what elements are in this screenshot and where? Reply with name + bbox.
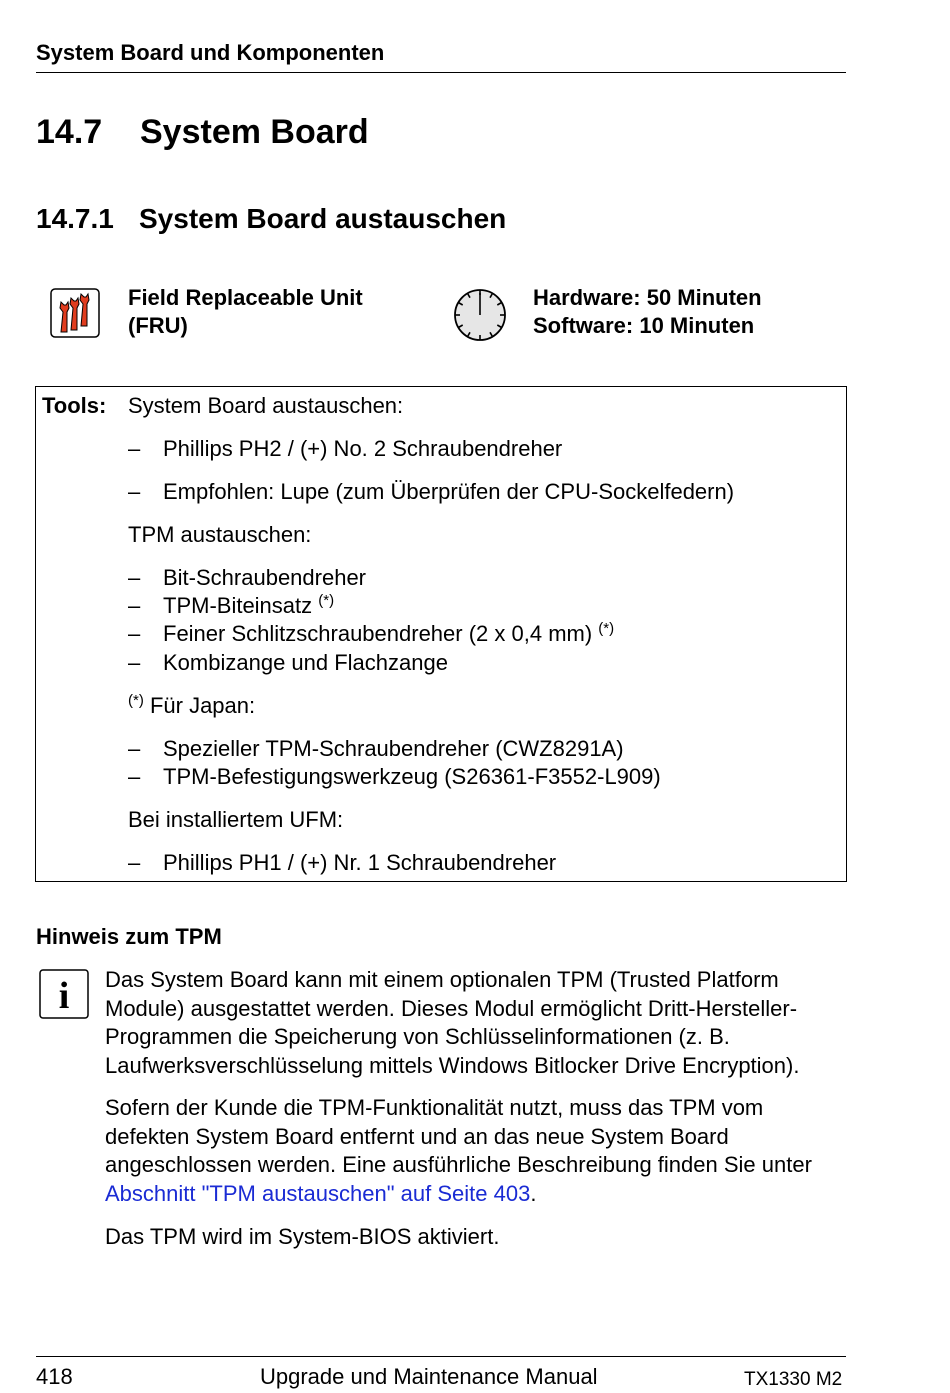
japan-label: Für Japan: — [149, 693, 256, 718]
section-heading — [36, 110, 369, 154]
tool-item: Bit-Schraubendreher — [163, 565, 367, 590]
list-dash: – — [128, 736, 141, 761]
note-paragraph-1: Das System Board kann mit einem optionalen TPM (Trusted Platform Module) ausgestattet werden. Dieses Modul ermöglicht Dritt-Hersteller-Programmen die Speicherung von Schlüsselinformationen (z. B. Laufwerksverschlüsselung mittels Windows Bitlocker Drive Encryption). — [105, 967, 800, 1078]
footnote-marker: (*) — [128, 692, 144, 709]
unit-type-text — [128, 284, 363, 340]
section-number: 14.7 — [36, 113, 103, 151]
tool-item — [163, 592, 334, 620]
manual-title: Upgrade und Maintenance Manual — [260, 1364, 598, 1389]
japan-footnote — [128, 692, 255, 720]
list-dash: – — [128, 650, 141, 675]
note-paragraph-2-text: Sofern der Kunde die TPM-Funktionalität nutzt, muss das TPM vom defekten System Board entfernt und an das neue System Board angeschlossen werden. Eine ausführliche Beschreibung finden Sie unter — [105, 1095, 812, 1177]
subsection-heading — [36, 200, 506, 238]
list-dash: – — [128, 565, 141, 590]
tools-label: Tools: — [42, 393, 107, 418]
list-dash: – — [128, 850, 141, 875]
tpm-section-link[interactable]: Abschnitt "TPM austauschen" auf Seite 403 — [105, 1180, 531, 1206]
page-number: 418 — [36, 1364, 73, 1389]
list-dash: – — [128, 436, 141, 461]
tool-item: Phillips PH2 / (+) No. 2 Schraubendreher — [163, 436, 563, 461]
duration-text — [533, 284, 762, 340]
subsection-title: System Board austauschen — [139, 203, 507, 234]
note-paragraph-2 — [105, 1094, 850, 1208]
header-rule — [36, 72, 846, 73]
tool-item: Spezieller TPM-Schraubendreher (CWZ8291A) — [163, 736, 624, 761]
footer-rule — [36, 1356, 846, 1357]
tools-intro-ufm: Bei installiertem UFM: — [128, 807, 344, 832]
product-model: TX1330 M2 — [744, 1369, 843, 1390]
note-paragraph-2-end: . — [530, 1180, 537, 1206]
unit-line-1: Field Replaceable Unit — [128, 285, 363, 310]
info-icon-letter: i — [58, 975, 70, 1017]
section-title: System Board — [140, 113, 369, 151]
note-paragraph-3: Das TPM wird im System-BIOS aktiviert. — [105, 1224, 500, 1249]
info-icon — [39, 969, 89, 1019]
tool-item: TPM-Befestigungswerkzeug (S26361-F3552-L909) — [163, 764, 661, 789]
tools-intro-tpm: TPM austauschen: — [128, 522, 312, 547]
software-duration: Software: 10 Minuten — [533, 313, 755, 338]
list-dash: – — [128, 593, 141, 618]
tool-item — [163, 620, 614, 648]
list-dash: – — [128, 764, 141, 789]
tools-intro-system-board: System Board austauschen: — [128, 393, 404, 418]
hardware-duration: Hardware: 50 Minuten — [533, 285, 762, 310]
tool-item-text: TPM-Biteinsatz — [163, 593, 313, 618]
subsection-number: 14.7.1 — [36, 203, 114, 234]
list-dash: – — [128, 621, 141, 646]
tool-item-text: Feiner Schlitzschraubendreher (2 x 0,4 mm) — [163, 621, 593, 646]
clock-icon — [452, 287, 508, 343]
running-header: System Board und Komponenten — [36, 40, 385, 65]
unit-line-2: (FRU) — [128, 313, 188, 338]
tool-item: Kombizange und Flachzange — [163, 650, 448, 675]
footnote-marker: (*) — [598, 620, 615, 637]
list-dash: – — [128, 479, 141, 504]
tool-item: Empfohlen: Lupe (zum Überprüfen der CPU-Sockelfedern) — [163, 479, 735, 504]
note-heading: Hinweis zum TPM — [36, 924, 222, 949]
footnote-marker: (*) — [318, 592, 335, 609]
wrench-tools-icon — [50, 288, 100, 338]
tool-item: Phillips PH1 / (+) Nr. 1 Schraubendreher — [163, 850, 557, 875]
